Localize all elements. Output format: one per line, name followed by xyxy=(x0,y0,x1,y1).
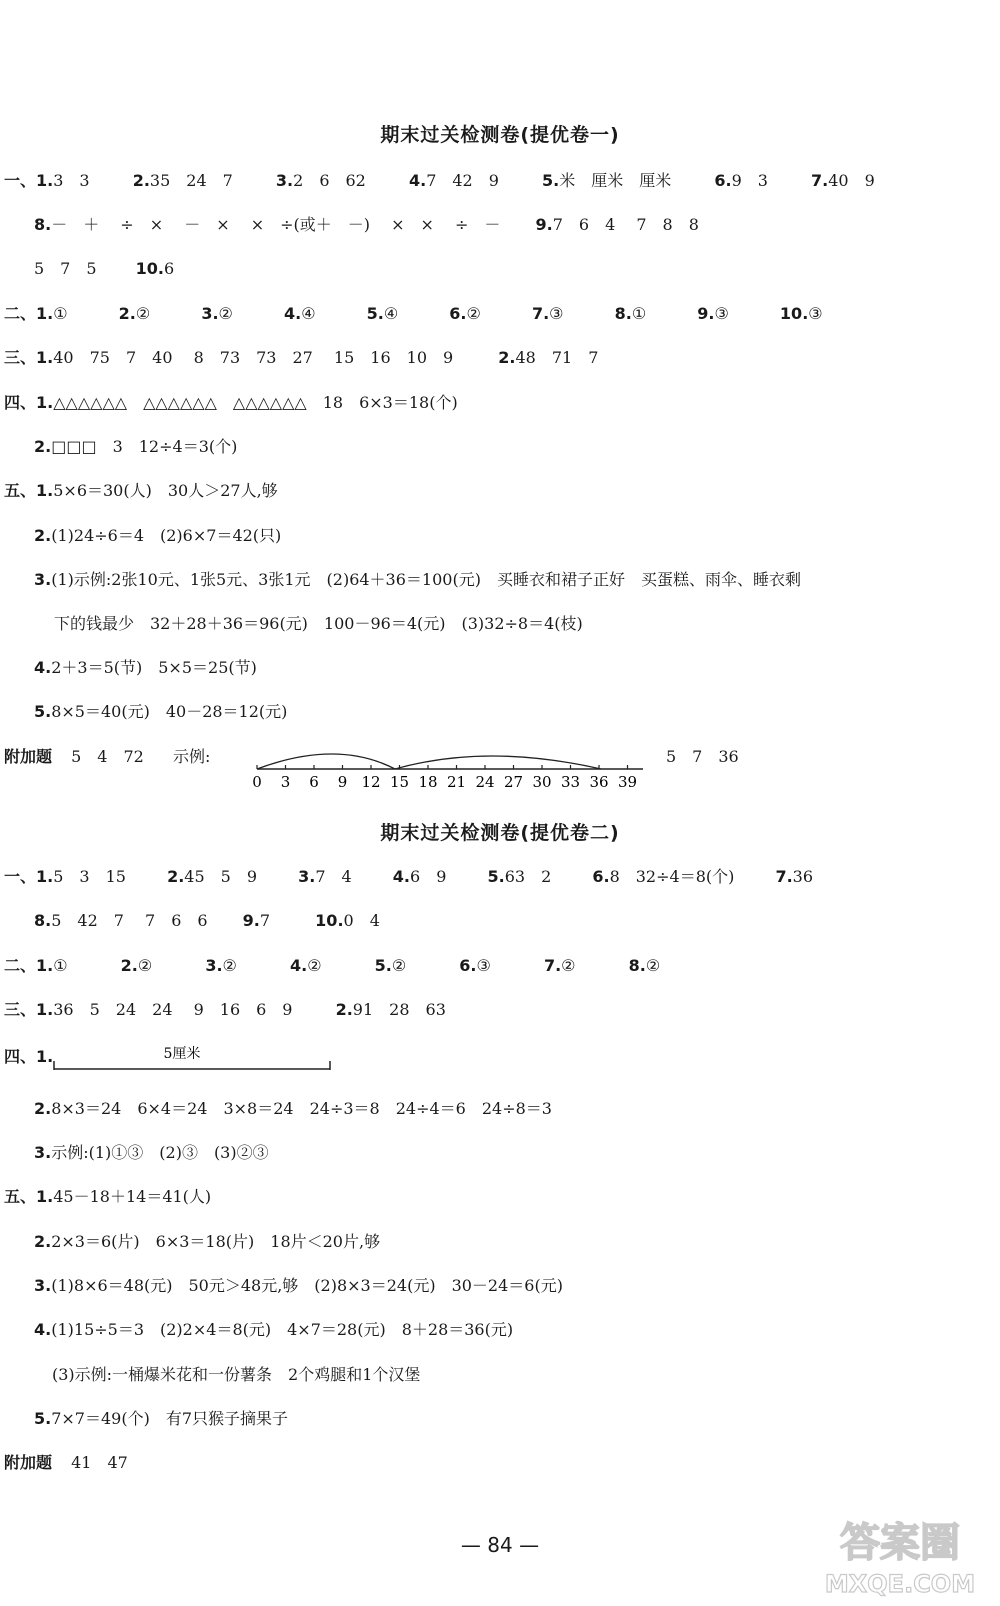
q-number: 6. xyxy=(714,171,732,190)
answer: 示例:(1)①③ (2)③ (3)②③ xyxy=(51,1143,269,1162)
q-number: 1. xyxy=(36,348,54,367)
q-number: 2. xyxy=(335,1000,353,1019)
part-marker: 五、 xyxy=(4,481,37,500)
answer: ② xyxy=(391,956,407,975)
q-number: 10. xyxy=(315,911,344,930)
answer: 91 28 63 xyxy=(352,1000,446,1019)
example-label: 示例: xyxy=(172,747,211,766)
page-number: — 84 — xyxy=(460,1533,540,1557)
answer: － ＋ ÷ × － × × ÷(或＋ －) × × ÷ － xyxy=(51,215,501,234)
part-marker: 三、 xyxy=(4,1000,37,1019)
tick-label: 9 xyxy=(337,773,348,791)
answer: 9 3 xyxy=(731,171,768,190)
answer: 7 4 xyxy=(315,867,352,886)
q-number: 4. xyxy=(34,1320,52,1339)
s2-part2-line xyxy=(4,955,660,977)
tick-label: 6 xyxy=(309,773,319,791)
q-number: 4. xyxy=(289,956,308,975)
tick-label: 12 xyxy=(361,773,381,791)
q-number: 1. xyxy=(36,956,54,975)
tick-label: 24 xyxy=(475,773,495,791)
s1-part5-line5 xyxy=(34,657,257,679)
q-number: 5. xyxy=(487,867,505,886)
answer: ② xyxy=(307,956,322,975)
q-number: 2. xyxy=(34,1232,52,1251)
s2-part5-line2 xyxy=(34,1231,380,1253)
s2-part4-line2 xyxy=(34,1098,552,1120)
answer: 36 xyxy=(792,867,814,886)
s1-part4-line1 xyxy=(4,392,458,414)
answer: 8 32÷4＝8(个) xyxy=(609,867,735,886)
q-number: 9. xyxy=(535,215,553,234)
s1-part1-line2 xyxy=(34,214,699,236)
s2-part5-line5 xyxy=(52,1364,420,1386)
answer: 下的钱最少 32＋28＋36＝96(元) 100－96＝4(元) (3)32÷8＝4(枝) xyxy=(54,614,583,633)
q-number: 5. xyxy=(34,702,52,721)
answer: 41 47 xyxy=(71,1453,128,1472)
answer: 0 4 xyxy=(343,911,380,930)
s1-part1-line3 xyxy=(34,258,174,280)
part-marker: 一、 xyxy=(4,171,37,190)
answer: ② xyxy=(645,956,661,975)
answer: (1)示例:2张10元、1张5元、3张1元 (2)64＋36＝100(元) 买睡衣和裙子正好 买蛋糕、雨伞、睡衣剩 xyxy=(51,570,801,589)
q-number: 10. xyxy=(779,304,809,323)
q-number: 8. xyxy=(614,304,632,323)
q-number: 1. xyxy=(36,1187,54,1206)
q-number: 2. xyxy=(34,1099,52,1118)
answer: 6 9 xyxy=(410,867,447,886)
answer: 48 71 7 xyxy=(515,348,599,367)
answer: 7 6 4 7 8 8 xyxy=(552,215,699,234)
answer: 5 7 5 xyxy=(34,259,97,278)
answer: 米 厘米 厘米 xyxy=(559,171,672,190)
q-number: 9. xyxy=(242,911,260,930)
answer: 3 3 xyxy=(53,171,90,190)
s2-part4-line3 xyxy=(34,1142,269,1164)
ruler-line-diagram xyxy=(52,1045,342,1075)
part-marker: 四、 xyxy=(4,393,37,412)
q-number: 1. xyxy=(36,171,54,190)
answer: 2 6 62 xyxy=(293,171,366,190)
part-marker: 五、 xyxy=(4,1187,37,1206)
answer: ② xyxy=(561,956,576,975)
q-number: 5. xyxy=(542,171,560,190)
answer: ② xyxy=(466,304,481,323)
answer: 5 42 7 7 6 6 xyxy=(51,911,208,930)
q-number: 2. xyxy=(132,171,150,190)
s2-part4-line1 xyxy=(4,1046,53,1068)
answer: ④ xyxy=(301,304,316,323)
q-number: 6. xyxy=(592,867,610,886)
part-marker: 二、 xyxy=(4,304,37,323)
answer: ① xyxy=(53,956,68,975)
q-number: 7. xyxy=(531,304,550,323)
q-number: 7. xyxy=(811,171,829,190)
s1-bonus-line xyxy=(4,746,210,768)
answer: ① xyxy=(631,304,647,323)
tick-label: 33 xyxy=(560,773,581,791)
bonus-label: 附加题 xyxy=(4,747,53,766)
answer: ③ xyxy=(714,304,729,323)
s2-part5-line1 xyxy=(4,1186,211,1208)
answer: ③ xyxy=(476,956,491,975)
q-number: 4. xyxy=(283,304,302,323)
watermark-text-cn: 答案圈 xyxy=(840,1520,960,1566)
q-number: 5. xyxy=(34,1409,52,1428)
q-number: 2. xyxy=(167,867,185,886)
q-number: 10. xyxy=(135,259,164,278)
q-number: 3. xyxy=(34,570,52,589)
q-number: 1. xyxy=(36,1047,54,1066)
tick-label: 3 xyxy=(280,773,291,791)
q-number: 6. xyxy=(449,304,467,323)
answer: 2＋3＝5(节) 5×5＝25(节) xyxy=(51,658,257,677)
answer: (1)15÷5＝3 (2)2×4＝8(元) 4×7＝28(元) 8＋28＝36(元) xyxy=(51,1320,514,1339)
jump-arc xyxy=(257,754,395,769)
tick-label: 0 xyxy=(252,773,262,791)
tick-label: 30 xyxy=(532,773,552,791)
answer: ③ xyxy=(549,304,564,323)
section-title-1: 期末过关检测卷(提优卷一) xyxy=(380,124,620,146)
section-title-2: 期末过关检测卷(提优卷二) xyxy=(380,822,620,844)
q-number: 3. xyxy=(275,171,294,190)
answer: (3)示例:一桶爆米花和一份薯条 2个鸡腿和1个汉堡 xyxy=(52,1365,421,1384)
q-number: 3. xyxy=(34,1276,52,1295)
answer: 7 xyxy=(259,911,271,930)
s2-part1-line1 xyxy=(4,866,813,888)
tick-label: 39 xyxy=(617,773,638,791)
tick-label: 36 xyxy=(589,773,609,791)
answer: 63 2 xyxy=(504,867,552,886)
q-number: 2. xyxy=(118,304,136,323)
answer: 35 24 7 xyxy=(149,171,233,190)
part-marker: 三、 xyxy=(4,348,37,367)
answer: ② xyxy=(137,956,153,975)
s2-part5-line4 xyxy=(34,1319,513,1341)
q-number: 1. xyxy=(36,867,54,886)
s1-bonus-answer-2: 5 7 36 xyxy=(666,747,739,766)
q-number: 1. xyxy=(36,1000,54,1019)
answer: 45－18＋14＝41(人) xyxy=(53,1187,212,1206)
s2-bonus-line xyxy=(4,1452,128,1474)
tick-label: 21 xyxy=(446,773,467,791)
q-number: 2. xyxy=(34,526,52,545)
watermark-text-en: MXQE.COM xyxy=(824,1570,976,1598)
answer: 2×3＝6(片) 6×3＝18(片) 18片＜20片,够 xyxy=(51,1232,381,1251)
q-number: 3. xyxy=(205,956,223,975)
tick-label: 18 xyxy=(418,773,438,791)
q-number: 4. xyxy=(408,171,427,190)
answer: ② xyxy=(135,304,151,323)
q-number: 8. xyxy=(34,215,52,234)
q-number: 4. xyxy=(34,658,52,677)
segment-label: 5厘米 xyxy=(163,1046,201,1062)
q-number: 7. xyxy=(543,956,562,975)
s1-part5-line2 xyxy=(34,525,281,547)
answer: (1)8×6＝48(元) 50元＞48元,够 (2)8×3＝24(元) 30－24＝6(元) xyxy=(51,1276,563,1295)
part-marker: 二、 xyxy=(4,956,37,975)
answer: △△△△△△ △△△△△△ △△△△△△ 18 6×3＝18(个) xyxy=(53,393,458,412)
s2-part3-line xyxy=(4,999,446,1021)
q-number: 4. xyxy=(392,867,411,886)
answer: 7 42 9 xyxy=(426,171,499,190)
q-number: 2. xyxy=(498,348,516,367)
answer: ② xyxy=(222,956,237,975)
q-number: 3. xyxy=(201,304,219,323)
answer: 5×6＝30(人) 30人＞27人,够 xyxy=(53,481,278,500)
part-marker: 一、 xyxy=(4,867,37,886)
q-number: 1. xyxy=(36,481,54,500)
answer: 45 5 9 xyxy=(184,867,258,886)
answer: 7×7＝49(个) 有7只猴子摘果子 xyxy=(51,1409,289,1428)
answer: 40 9 xyxy=(828,171,875,190)
q-number: 8. xyxy=(34,911,52,930)
number-line-diagram xyxy=(247,745,657,795)
part-marker: 四、 xyxy=(4,1047,37,1066)
tick-label: 15 xyxy=(389,773,410,791)
s1-part2-line xyxy=(4,303,823,325)
q-number: 8. xyxy=(628,956,646,975)
s1-part4-line2 xyxy=(34,436,237,458)
q-number: 7. xyxy=(775,867,793,886)
s1-part5-line1 xyxy=(4,480,278,502)
q-number: 3. xyxy=(34,1143,52,1162)
answer: 8×3＝24 6×4＝24 3×8＝24 24÷3＝8 24÷4＝6 24÷8＝3 xyxy=(51,1099,552,1118)
s2-part1-line2 xyxy=(34,910,380,932)
q-number: 2. xyxy=(34,437,52,456)
s1-part5-line6 xyxy=(34,701,287,723)
q-number: 5. xyxy=(374,956,392,975)
answer: ② xyxy=(218,304,233,323)
s1-part3-line xyxy=(4,347,598,369)
bonus-label: 附加题 xyxy=(4,1453,53,1472)
answer: □□□ 3 12÷4＝3(个) xyxy=(51,437,238,456)
q-number: 1. xyxy=(36,304,54,323)
answer: ① xyxy=(53,304,68,323)
s2-part5-line6 xyxy=(34,1408,288,1430)
answer: 5 4 72 xyxy=(71,747,144,766)
answer: 6 xyxy=(163,259,175,278)
q-number: 5. xyxy=(366,304,384,323)
answer: ③ xyxy=(808,304,823,323)
answer: ④ xyxy=(383,304,399,323)
q-number: 2. xyxy=(120,956,138,975)
q-number: 1. xyxy=(36,393,54,412)
q-number: 3. xyxy=(298,867,316,886)
tick-label: 27 xyxy=(503,773,524,791)
answer: 40 75 7 40 8 73 73 27 15 16 10 9 xyxy=(53,348,454,367)
answer: (1)24÷6＝4 (2)6×7＝42(只) xyxy=(51,526,282,545)
s1-part5-line4 xyxy=(54,613,583,635)
q-number: 6. xyxy=(459,956,477,975)
s2-part5-line3 xyxy=(34,1275,563,1297)
watermark-logo xyxy=(813,1508,988,1600)
q-number: 9. xyxy=(697,304,715,323)
s1-part1-line1 xyxy=(4,170,875,192)
s1-part5-line3 xyxy=(34,569,801,591)
answer: 8×5＝40(元) 40－28＝12(元) xyxy=(51,702,288,721)
answer: 5 3 15 xyxy=(53,867,126,886)
answer: 36 5 24 24 9 16 6 9 xyxy=(53,1000,293,1019)
